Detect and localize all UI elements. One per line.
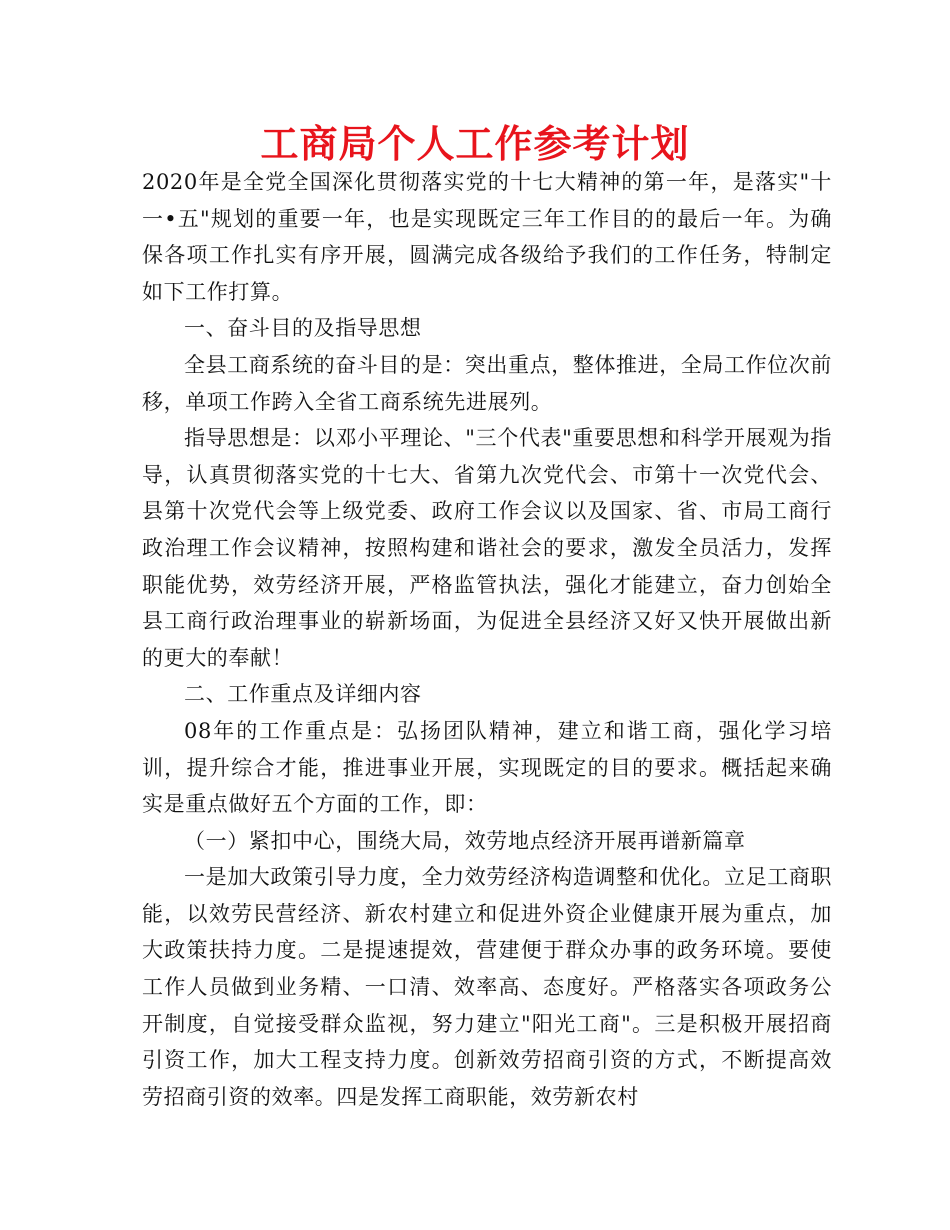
paragraph-goal: 全县工商系统的奋斗目的是：突出重点，整体推进，全局工作位次前移，单项工作跨入全省工商系统先进展列。 xyxy=(142,352,832,414)
document-title: 工商局个人工作参考计划 xyxy=(260,122,690,166)
section-heading-2: 二、工作重点及详细内容 xyxy=(184,682,422,707)
subsection-heading-1: （一）紧扣中心，围绕大局，效劳地点经济开展再谱新篇章 xyxy=(184,828,746,853)
paragraph-guiding-thought: 指导思想是：以邓小平理论、"三个代表"重要思想和科学开展观为指导，认真贯彻落实党的十七大、省第九次党代会、市第十一次党代会、县第十次党代会等上级党委、政府工作会议以及国家、省、市局工商行政治理工作会议精神，按照构建和谐社会的要求，激发全员活力，发挥职能优势，效劳经济开展，严格监管执法，强化才能建立，奋力创始全县工商行政治理事业的崭新场面，为促进全县经济又好又快开展做出新的更大的奉献！ xyxy=(142,426,832,670)
paragraph-measures: 一是加大政策引导力度，全力效劳经济构造调整和优化。立足工商职能，以效劳民营经济、新农村建立和促进外资企业健康开展为重点，加大政策扶持力度。二是提速提效，营建便于群众办事的政务环境。要使工作人员做到业务精、一口清、效率高、态度好。严格落实各项政务公开制度，自觉接受群众监视，努力建立"阳光工商"。三是积极开展招商引资工作，加大工程支持力度。创新效劳招商引资的方式，不断提高效劳招商引资的效率。四是发挥工商职能，效劳新农村 xyxy=(142,865,832,1109)
document-body xyxy=(142,164,832,1115)
section-heading-1: 一、奋斗目的及指导思想 xyxy=(184,316,422,341)
paragraph-key-work: 08年的工作重点是：弘扬团队精神，建立和谐工商，强化学习培训，提升综合才能，推进事业开展，实现既定的目的要求。概括起来确实是重点做好五个方面的工作，即： xyxy=(142,718,832,817)
paragraph-intro: 2020年是全党全国深化贯彻落实党的十七大精神的第一年，是落实"十一•五"规划的重要一年，也是实现既定三年工作目的的最后一年。为确保各项工作扎实有序开展，圆满完成各级给予我们的工作任务，特制定如下工作打算。 xyxy=(142,170,832,304)
